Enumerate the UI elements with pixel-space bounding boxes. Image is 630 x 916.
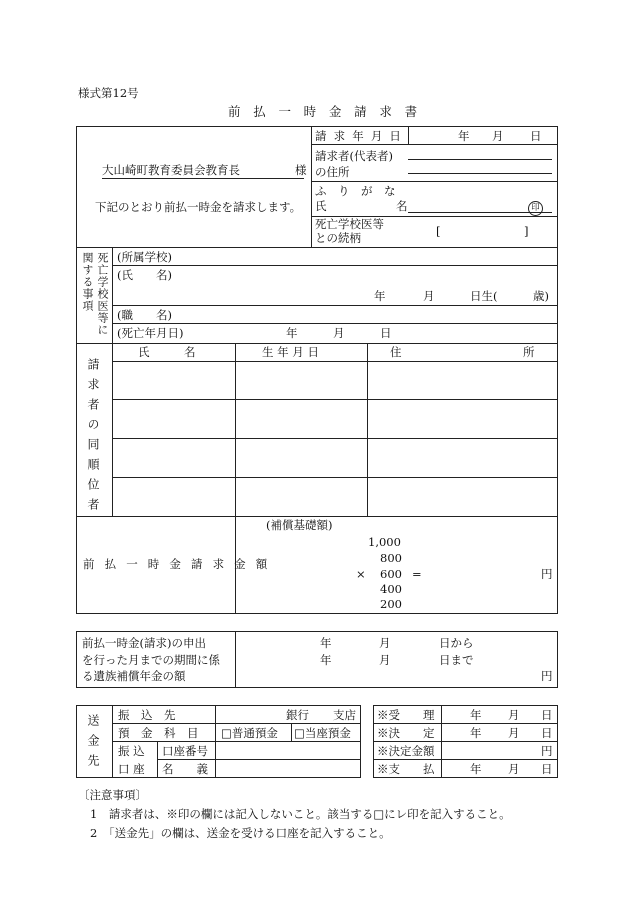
deposit-type-label: 預 金 科 目 bbox=[118, 726, 199, 740]
claimant-row-2-birth[interactable] bbox=[236, 400, 366, 437]
furigana-label: ふ り が な bbox=[315, 184, 396, 198]
request-text: 下記のとおり前払一時金を請求します。 bbox=[95, 200, 302, 214]
date-month: 月 bbox=[492, 129, 504, 143]
deceased-position-label: (職 名) bbox=[117, 308, 172, 322]
claimant-row-3-birth[interactable] bbox=[236, 439, 366, 476]
date-label: 請 求 年 月 日 bbox=[315, 129, 403, 143]
branch-field[interactable] bbox=[298, 706, 332, 722]
account-name-label: 名 義 bbox=[162, 762, 208, 776]
from-day: 日から bbox=[439, 636, 474, 650]
request-date-field[interactable] bbox=[411, 125, 551, 145]
notes-heading: 〔注意事項〕 bbox=[78, 788, 147, 802]
recipient: 大山崎町教育委員会教育長 bbox=[102, 163, 240, 177]
date-year: 年 bbox=[458, 129, 470, 143]
col-name: 氏 名 bbox=[138, 345, 196, 359]
pension-yen: 円 bbox=[541, 669, 553, 683]
transfer-label-b: 口 座 bbox=[118, 762, 145, 776]
rate-option-1[interactable]: 1,000 bbox=[368, 535, 401, 549]
deceased-side-label bbox=[80, 252, 108, 340]
claimant-row-3-address[interactable] bbox=[368, 439, 557, 476]
note-1: 1 請求者は、※印の欄には記入しないこと。該当する□にレ印を記入すること。 bbox=[90, 807, 511, 821]
equals-sign: = bbox=[412, 567, 422, 581]
relation-bracket-close: ] bbox=[524, 224, 529, 238]
branch-label: 支店 bbox=[333, 708, 356, 722]
decided-year: 年 bbox=[470, 726, 482, 740]
amount-label: 前 払 一 時 金 請 求 金 額 bbox=[83, 557, 271, 571]
name-label-2: 名 bbox=[396, 199, 408, 213]
current-deposit-checkbox[interactable]: □当座預金 bbox=[294, 726, 351, 740]
death-day: 日 bbox=[380, 326, 392, 340]
decided-label: ※決 定 bbox=[377, 726, 435, 740]
account-name-field[interactable] bbox=[216, 760, 360, 777]
deceased-school-label: (所属学校) bbox=[117, 250, 172, 264]
transfer-label-a: 振 込 bbox=[118, 744, 145, 758]
relation-label-1: 死亡学校医等 bbox=[315, 217, 384, 231]
pension-label-2: を行った月までの期間に係 bbox=[82, 653, 220, 667]
remit-dest-label: 振 込 先 bbox=[118, 708, 176, 722]
remit-side-label: 送金先 bbox=[86, 714, 100, 774]
base-amount-label: (補償基礎額) bbox=[266, 518, 333, 532]
paid-month: 月 bbox=[508, 762, 520, 776]
claimants-side-label: 請求者の同順位者 bbox=[86, 358, 100, 518]
claimant-row-4-name[interactable] bbox=[113, 478, 234, 515]
birth-year: 年 bbox=[374, 289, 386, 303]
bank-field[interactable] bbox=[216, 706, 284, 722]
pension-label-1: 前払一時金(請求)の申出 bbox=[82, 636, 206, 650]
rate-option-4[interactable]: 400 bbox=[380, 582, 402, 596]
claimant-row-1-name[interactable] bbox=[113, 362, 234, 398]
birth-day: 日生( bbox=[470, 289, 498, 303]
received-day: 日 bbox=[541, 708, 553, 722]
birth-month: 月 bbox=[423, 289, 435, 303]
to-year: 年 bbox=[320, 653, 332, 667]
relation-field[interactable] bbox=[442, 222, 522, 240]
claimant-row-4-birth[interactable] bbox=[236, 478, 366, 515]
paid-year: 年 bbox=[470, 762, 482, 776]
from-month: 月 bbox=[379, 636, 391, 650]
relation-label-2: との続柄 bbox=[315, 231, 361, 245]
amount-field[interactable] bbox=[425, 562, 537, 582]
rate-option-2[interactable]: 800 bbox=[380, 551, 402, 565]
received-year: 年 bbox=[470, 708, 482, 722]
death-month: 月 bbox=[333, 326, 345, 340]
address-field[interactable] bbox=[408, 146, 552, 178]
relation-bracket-open: [ bbox=[436, 224, 441, 238]
date-day: 日 bbox=[530, 129, 542, 143]
to-day: 日まで bbox=[439, 653, 474, 667]
pension-amount-field[interactable] bbox=[240, 668, 538, 686]
deceased-school-field[interactable] bbox=[190, 248, 556, 264]
bank-label: 銀行 bbox=[286, 708, 309, 722]
col-address-1: 住 bbox=[390, 345, 402, 359]
paid-day: 日 bbox=[541, 762, 553, 776]
claimant-name-field[interactable] bbox=[408, 184, 526, 212]
claimant-row-3-name[interactable] bbox=[113, 439, 234, 476]
form-title: 前 払 一 時 金 請 求 書 bbox=[228, 104, 422, 119]
form-number: 様式第12号 bbox=[78, 86, 139, 100]
honorific: 様 bbox=[295, 163, 307, 177]
deceased-name-field[interactable] bbox=[190, 266, 556, 304]
death-year: 年 bbox=[286, 326, 298, 340]
paid-label: ※支 払 bbox=[377, 762, 435, 776]
death-date-field[interactable] bbox=[200, 324, 556, 342]
rate-option-5[interactable]: 200 bbox=[380, 597, 402, 611]
address-label-2: の住所 bbox=[315, 165, 350, 179]
pension-label-3: る遺族補償年金の額 bbox=[82, 669, 186, 683]
ordinary-deposit-checkbox[interactable]: □普通預金 bbox=[221, 726, 278, 740]
col-birth: 生 年 月 日 bbox=[262, 345, 319, 359]
account-number-label: 口座番号 bbox=[162, 744, 208, 758]
received-month: 月 bbox=[508, 708, 520, 722]
to-month: 月 bbox=[379, 653, 391, 667]
account-number-field[interactable] bbox=[216, 742, 360, 758]
pension-period-field[interactable] bbox=[240, 634, 530, 668]
decided-amount-label: ※決定金額 bbox=[377, 744, 435, 758]
address-label-1: 請求者(代表者) bbox=[315, 149, 393, 163]
deceased-name-label: (氏 名) bbox=[117, 268, 172, 282]
deceased-side-label-text: 死亡学校医等に関する事項 bbox=[81, 252, 109, 336]
decided-amount-yen: 円 bbox=[541, 744, 553, 758]
name-label-1: 氏 bbox=[315, 199, 327, 213]
received-label: ※受 理 bbox=[377, 708, 435, 722]
rate-option-3[interactable]: 600 bbox=[380, 567, 402, 581]
age-label: 歳) bbox=[533, 289, 549, 303]
death-date-label: (死亡年月日) bbox=[117, 326, 184, 340]
note-2: 2 「送金先」の欄は、送金を受ける口座を記入すること。 bbox=[90, 826, 391, 840]
seal-mark: 印 bbox=[528, 199, 543, 216]
decided-day: 日 bbox=[541, 726, 553, 740]
deceased-position-field[interactable] bbox=[190, 306, 556, 322]
claimant-row-2-address[interactable] bbox=[368, 400, 557, 437]
amount-yen: 円 bbox=[541, 567, 553, 581]
claimant-row-2-name[interactable] bbox=[113, 400, 234, 437]
times-sign: × bbox=[356, 567, 366, 581]
from-year: 年 bbox=[320, 636, 332, 650]
claimant-row-1-birth[interactable] bbox=[236, 362, 366, 398]
claimant-row-4-address[interactable] bbox=[368, 478, 557, 515]
claimant-row-1-address[interactable] bbox=[368, 362, 557, 398]
decided-month: 月 bbox=[508, 726, 520, 740]
col-address-2: 所 bbox=[523, 345, 535, 359]
